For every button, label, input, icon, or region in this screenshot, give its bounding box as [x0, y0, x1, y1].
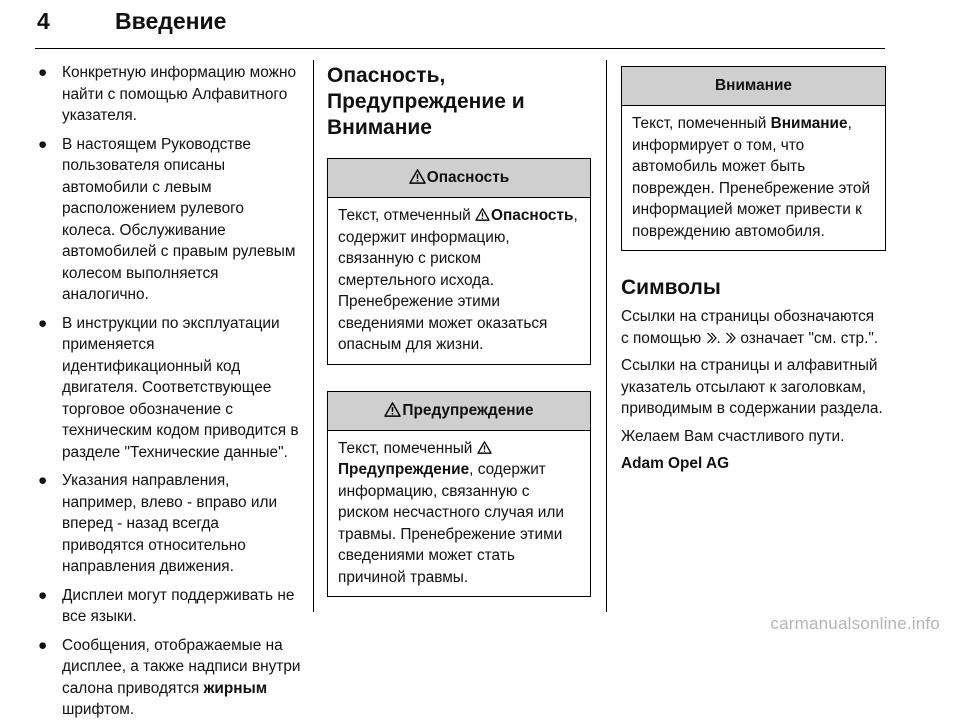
warning-box-text: Текст, помеченный Предупреждение, содержит информацию, связанную с риском несчастного случая или травмы. Пренебрежение этими сведениями может стать причиной травмы. [338, 439, 564, 586]
column-divider [606, 60, 607, 612]
page-reference-arrow-icon [725, 332, 736, 344]
bullet-icon: ● [38, 586, 48, 604]
list-item: ● В настоящем Руководстве пользователя описаны автомобили с левым расположением рулевого колеса. Обслуживание автомобилей с правым рулевым колесом выполняется аналогично. [38, 135, 296, 303]
warning-box [327, 391, 591, 598]
intro-bullet-list [35, 62, 301, 721]
section-heading: Опасность, Предупреждение и Внимание [327, 64, 525, 139]
warning-triangle-icon [384, 402, 401, 417]
closing-paragraph: Желаем Вам счастливого пути. [621, 427, 845, 445]
caution-box-heading: Внимание [622, 67, 885, 106]
list-item: ● В инструкции по эксплуатации применяется идентификационный код двигателя. Соответствующее торговое обозначение с техническим кодом приводится в разделе "Технические данные". [38, 314, 299, 461]
watermark: carmanualsonline.info [770, 614, 940, 633]
danger-box-text: Текст, отмеченный Опасность, содержит информацию, связанную с риском смертельного исхода. Пренебрежение этими сведениями может оказаться опасным для жизни. [338, 207, 578, 353]
bullet-icon: ● [38, 135, 48, 153]
signature: Adam Opel AG [621, 455, 730, 472]
symbols-paragraph: Ссылки на страницы обозначаются с помощью . означает "см. стр.". [621, 308, 879, 347]
warning-triangle-icon [477, 441, 492, 454]
list-item: ● Указания направления, например, влево - вправо или вперед - назад всегда приводятся относительно направления движения. [38, 472, 278, 575]
page-title: Введение [115, 8, 227, 34]
intro-column [35, 62, 301, 728]
notices-column [327, 63, 591, 623]
symbols-column [621, 66, 886, 481]
caution-box-text: Текст, помеченный Внимание, информирует о том, что автомобиль может быть поврежден. Пренебрежение этой информацией может привести к повреждению автомобиля. [632, 115, 871, 240]
warning-box-heading: Предупреждение [328, 392, 590, 431]
danger-box [327, 158, 591, 365]
symbols-heading: Символы [621, 276, 721, 299]
warning-triangle-icon [409, 169, 426, 184]
warning-triangle-icon [475, 208, 490, 221]
bullet-icon: ● [38, 636, 48, 654]
list-item: ● Дисплеи могут поддерживать не все языки. [38, 586, 295, 625]
list-item: ● Конкретную информацию можно найти с помощью Алфавитного указателя. [38, 64, 297, 124]
page-number: 4 [37, 8, 50, 34]
bullet-icon: ● [38, 472, 48, 489]
list-item: ● Сообщения, отображаемые на дисплее, а также надписи внутри салона приводятся жирным шрифтом. [38, 636, 301, 718]
caution-box [621, 66, 886, 251]
page-reference-arrow-icon [706, 332, 717, 344]
column-divider [313, 60, 314, 612]
bullet-icon: ● [38, 64, 48, 81]
bullet-icon: ● [38, 314, 48, 332]
bold-word: жирным [203, 679, 268, 697]
danger-box-heading: Опасность [328, 159, 590, 198]
symbols-paragraph: Ссылки на страницы и алфавитный указатель отсылают к заголовкам, приводимым в содержании раздела. [621, 357, 883, 417]
header-rule [35, 48, 885, 49]
